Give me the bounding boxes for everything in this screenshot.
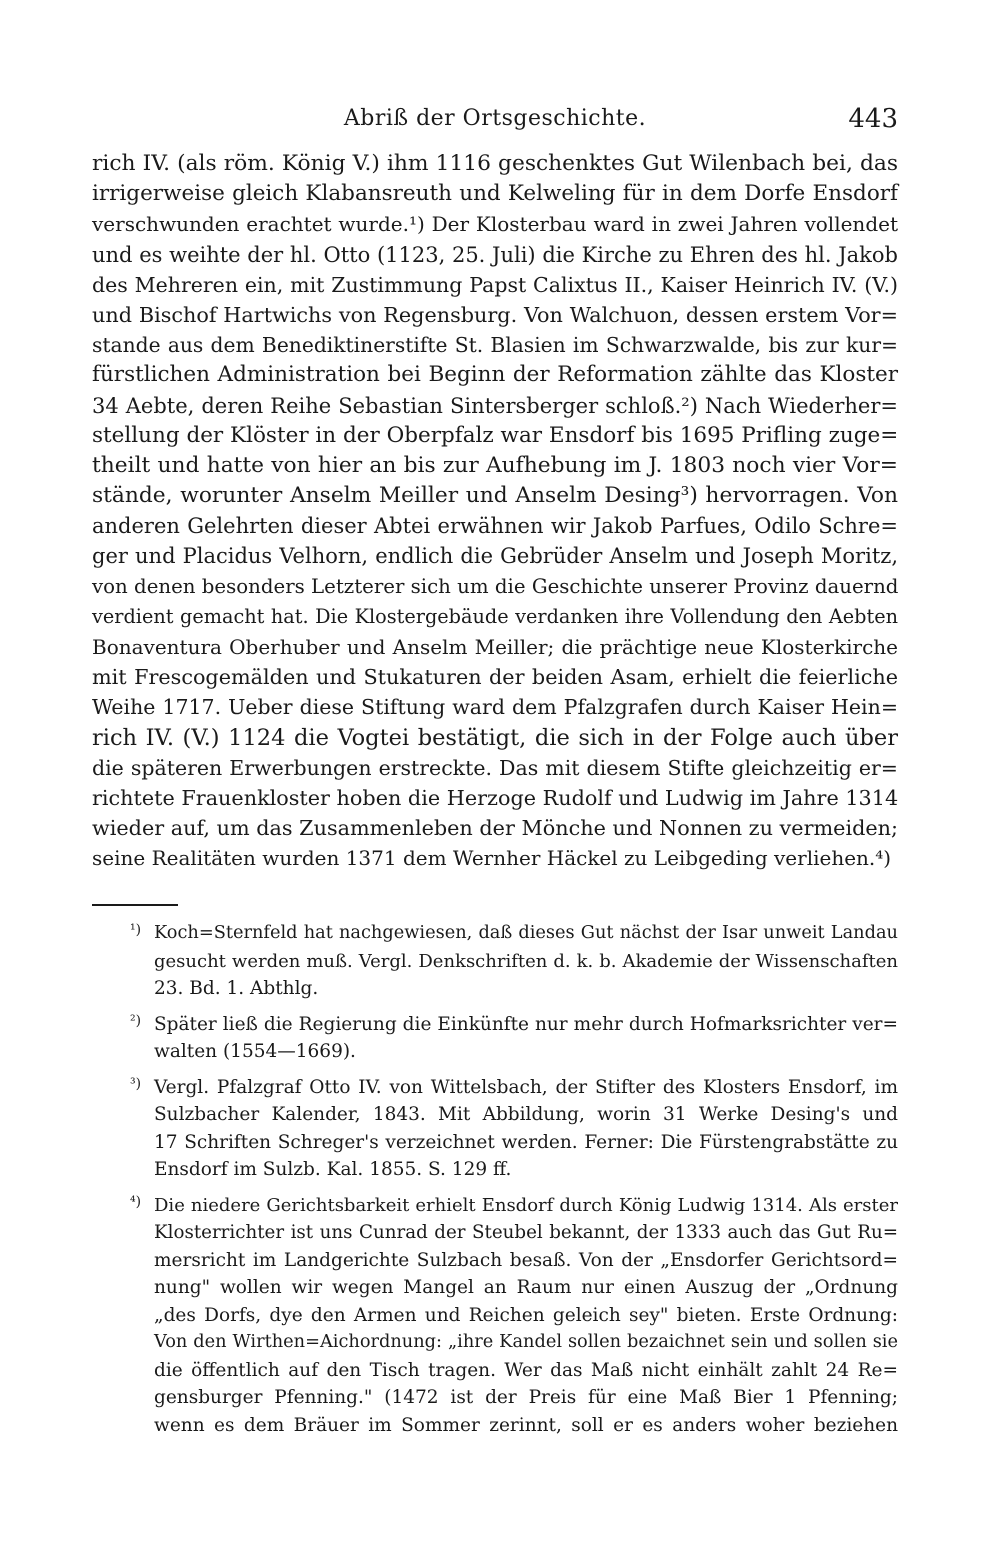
text-line: Bonaventura Oberhuber und Anselm Meiller; die prächtige neue Klosterkirche bbox=[92, 635, 898, 659]
text-line: seine Realitäten wurden 1371 dem Wernher Häckel zu Leibgeding verliehen.⁴) bbox=[92, 846, 892, 871]
footnote-line: mersricht im Landgerichte Sulzbach besaß. Von der „Ensdorfer Gerichtsord= bbox=[154, 1249, 898, 1271]
text-line: irrigerweise gleich Klabansreuth und Kelweling für in dem Dorfe Ensdorf bbox=[92, 181, 898, 207]
text-line: fürstlichen Administration bei Beginn der Reformation zählte das Kloster bbox=[92, 362, 898, 388]
footnote-line: 17 Schriften Schreger's verzeichnet werden. Ferner: Die Fürstengrabstätte zu bbox=[154, 1131, 898, 1153]
footnote-line: Sulzbacher Kalender, 1843. Mit Abbildung, worin 31 Werke Desing's und bbox=[154, 1104, 898, 1125]
footnote-3 bbox=[92, 1074, 898, 1184]
text-line: wieder auf, um das Zusammenleben der Mönche und Nonnen zu vermeiden; bbox=[92, 816, 898, 841]
text-line: von denen besonders Letzterer sich um die Geschichte unserer Provinz dauernd bbox=[92, 574, 899, 598]
text-line: richtete Frauenkloster hoben die Herzoge Rudolf und Ludwig im Jahre 1314 bbox=[92, 785, 899, 810]
text-line: rich IV. (V.) 1124 die Vogtei bestätigt, die sich in der Folge auch über bbox=[92, 724, 898, 751]
text-line: theilt und hatte von hier an bis zur Aufhebung im J. 1803 noch vier Vor= bbox=[92, 452, 898, 478]
text-line: und Bischof Hartwichs von Regensburg. Von Walchuon, dessen erstem Vor= bbox=[92, 302, 898, 327]
footnote-line: Die niedere Gerichtsbarkeit erhielt Ensdorf durch König Ludwig 1314. Als erster bbox=[154, 1194, 898, 1216]
footnotes bbox=[92, 920, 898, 1447]
footnote-line: „des Dorfs, dye den Armen und Reichen geleich sey" bieten. Erste Ordnung: bbox=[154, 1304, 898, 1326]
footnote-separator bbox=[92, 904, 178, 906]
text-line: des Mehreren ein, mit Zustimmung Papst Calixtus II., Kaiser Heinrich IV. (V.) bbox=[92, 272, 898, 297]
footnote-line: Von den Wirthen=Aichordnung: „ihre Kandel sollen bezaichnet sein und sollen sie bbox=[154, 1332, 898, 1352]
main-text bbox=[92, 149, 898, 874]
text-line: rich IV. (als röm. König V.) ihm 1116 geschenktes Gut Wilenbach bei, das bbox=[92, 151, 898, 176]
running-head bbox=[92, 104, 898, 136]
text-line: stande aus dem Benediktinerstifte St. Blasien im Schwarzwalde, bis zur kur= bbox=[92, 333, 898, 358]
text-line: stellung der Klöster in der Oberpfalz war Ensdorf bis 1695 Prifling zuge= bbox=[92, 422, 899, 448]
text-line: stände, worunter Anselm Meiller und Anselm Desing³) hervorragen. Von bbox=[92, 483, 898, 509]
footnote-1 bbox=[92, 920, 898, 1003]
footnote-line: Später ließ die Regierung die Einkünfte nur mehr durch Hofmarksrichter ver= bbox=[154, 1013, 898, 1035]
text-line: und es weihte der hl. Otto (1123, 25. Juli) die Kirche zu Ehren des hl. Jakob bbox=[92, 242, 898, 267]
page-number: 443 bbox=[848, 104, 898, 134]
footnote-marker: ⁴) bbox=[130, 1193, 142, 1210]
text-line: Weihe 1717. Ueber diese Stiftung ward dem Pfalzgrafen durch Kaiser Hein= bbox=[92, 695, 898, 720]
footnote-line: Klosterrichter ist uns Cunrad der Steubel bekannt, der 1333 auch das Gut Ru= bbox=[154, 1222, 898, 1243]
text-line: 34 Aebte, deren Reihe Sebastian Sintersberger schloß.²) Nach Wiederher= bbox=[92, 393, 898, 418]
footnote-marker: ³) bbox=[130, 1075, 142, 1092]
text-line: ger und Placidus Velhorn, endlich die Gebrüder Anselm und Joseph Moritz, bbox=[92, 544, 898, 569]
footnote-line: 23. Bd. 1. Abthlg. bbox=[154, 978, 319, 999]
footnote-line: Koch=Sternfeld hat nachgewiesen, daß dieses Gut nächst der Isar unweit Landau bbox=[154, 923, 898, 943]
footnote-line: Ensdorf im Sulzb. Kal. 1855. S. 129 ff. bbox=[154, 1159, 512, 1180]
text-line: verschwunden erachtet wurde.¹) Der Klosterbau ward in zwei Jahren vollendet bbox=[92, 212, 898, 237]
running-title: Abriß der Ortsgeschichte. bbox=[343, 106, 647, 131]
footnote-2 bbox=[92, 1011, 898, 1066]
footnote-line: Vergl. Pfalzgraf Otto IV. von Wittelsbach, der Stifter des Klosters Ensdorf, im bbox=[154, 1076, 898, 1098]
footnote-line: gensburger Pfenning." (1472 ist der Preis für eine Maß Bier 1 Pfenning; bbox=[154, 1387, 898, 1408]
footnote-marker: ²) bbox=[130, 1012, 142, 1029]
footnote-4 bbox=[92, 1192, 898, 1440]
footnote-marker: ¹) bbox=[130, 922, 142, 938]
text-line: mit Frescogemälden und Stukaturen der beiden Asam, erhielt die feierliche bbox=[92, 665, 898, 690]
text-line: anderen Gelehrten dieser Abtei erwähnen wir Jakob Parfues, Odilo Schre= bbox=[92, 514, 898, 539]
footnote-line: gesucht werden muß. Vergl. Denkschriften d. k. b. Akademie der Wissenschaften bbox=[154, 950, 898, 972]
footnote-line: nung" wollen wir wegen Mangel an Raum nur einen Auszug der „Ordnung bbox=[154, 1277, 898, 1298]
footnote-line: walten (1554—1669). bbox=[154, 1041, 356, 1062]
text-line: verdient gemacht hat. Die Klostergebäude verdanken ihre Vollendung den Aebten bbox=[92, 604, 898, 628]
text-line: die späteren Erwerbungen erstreckte. Das mit diesem Stifte gleichzeitig er= bbox=[92, 755, 898, 780]
footnote-line: wenn es dem Bräuer im Sommer zerinnt, soll er es anders woher beziehen bbox=[154, 1414, 898, 1436]
footnote-line: die öffentlich auf den Tisch tragen. Wer das Maß nicht einhält zahlt 24 Re= bbox=[154, 1359, 898, 1381]
